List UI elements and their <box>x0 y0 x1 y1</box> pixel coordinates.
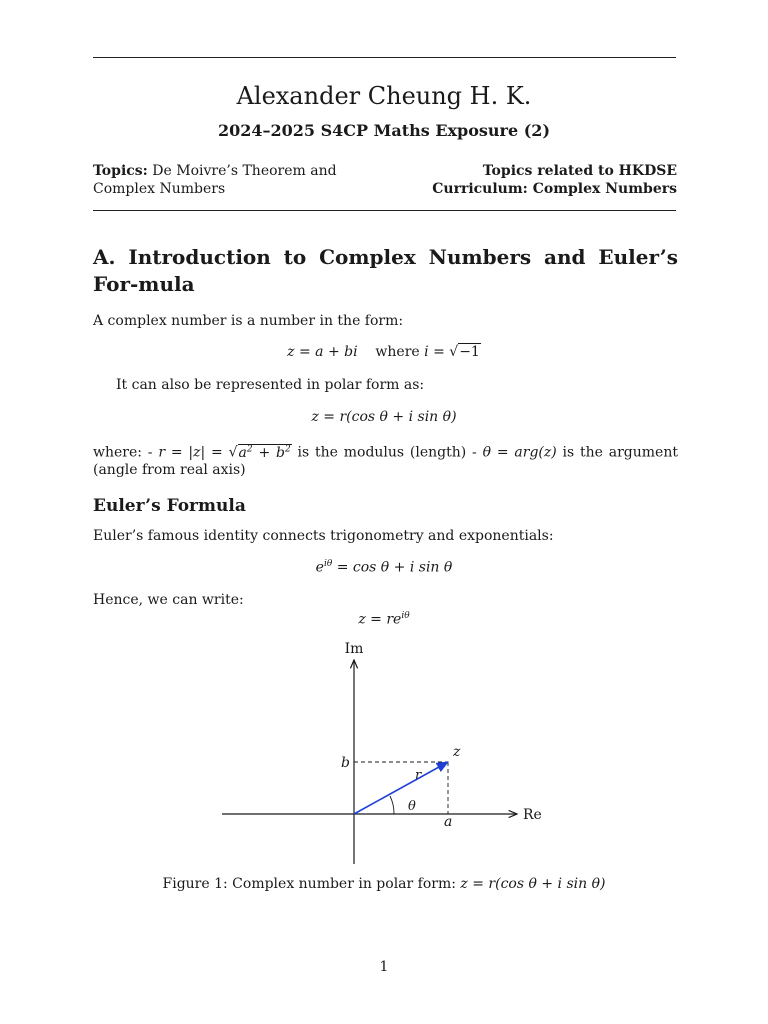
euler-exponent: iθ <box>323 559 333 569</box>
author-name: Alexander Cheung H. K. <box>236 82 532 110</box>
where-modulus-expr: r = |z| = <box>158 444 223 461</box>
where-mid: is the modulus (length) - <box>291 444 483 461</box>
where-end: is the argument (angle from real axis) <box>93 444 678 478</box>
hence-paragraph: Hence, we can write: <box>93 592 244 608</box>
eq1-equals: = <box>433 344 445 360</box>
euler-base: e <box>315 559 324 576</box>
eq1-where: where <box>375 344 420 360</box>
section-a-heading: A. Introduction to Complex Numbers and Euler’s For-mula <box>93 245 678 296</box>
eq1-i: i <box>424 344 429 360</box>
where-theta: θ = arg(z) <box>482 444 557 461</box>
caption-prefix: Figure 1: Complex number in polar form: <box>162 876 461 892</box>
intro-paragraph: A complex number is a number in the form: <box>93 313 404 329</box>
topics-text: De Moivre’s Theorem and Complex Numbers <box>93 163 337 197</box>
exp-form-exponent: iθ <box>401 611 410 621</box>
im-axis-label: Im <box>344 641 364 657</box>
polar-intro: It can also be represented in polar form as: <box>116 377 425 393</box>
radicand-b-sq: 2 <box>284 444 291 454</box>
radicand-b: b <box>276 444 285 461</box>
euler-rhs: = cos θ + i sin θ <box>332 559 453 576</box>
theta-label: θ <box>408 799 416 814</box>
exp-form-lhs: z = re <box>358 611 402 628</box>
b-label: b <box>341 755 350 771</box>
radicand-plus: + <box>252 444 276 461</box>
euler-heading: Euler’s Formula <box>93 496 246 516</box>
page-number: 1 <box>379 959 389 975</box>
re-axis-label: Re <box>523 807 542 823</box>
euler-intro: Euler’s famous identity connects trigonometry and exponentials: <box>93 528 554 544</box>
z-vector <box>354 762 448 814</box>
eq1-radicand: −1 <box>459 344 480 360</box>
topics-label: Topics: <box>93 163 148 179</box>
eq1-lhs: z <box>287 344 295 360</box>
radicand-a-sq: 2 <box>246 444 253 454</box>
caption-math: z = r(cos θ + i sin θ) <box>460 876 606 892</box>
r-label: r <box>415 768 422 783</box>
sqrt-sign-2: √ <box>228 444 238 461</box>
z-label: z <box>453 744 461 760</box>
theta-arc <box>390 796 394 814</box>
figure-caption <box>0 876 768 892</box>
radicand-a: a <box>238 444 247 461</box>
equation-polar-form: z = r(cos θ + i sin θ) <box>311 409 457 425</box>
sqrt-sign: √ <box>449 344 459 360</box>
topics-right: Topics related to HKDSE Curriculum: Complex Numbers <box>432 163 677 197</box>
a-label: a <box>444 814 453 830</box>
eq1-rhs: = a + bi <box>299 344 358 360</box>
where-prefix: where: - <box>93 444 159 461</box>
document-subtitle: 2024–2025 S4CP Maths Exposure (2) <box>217 121 551 140</box>
